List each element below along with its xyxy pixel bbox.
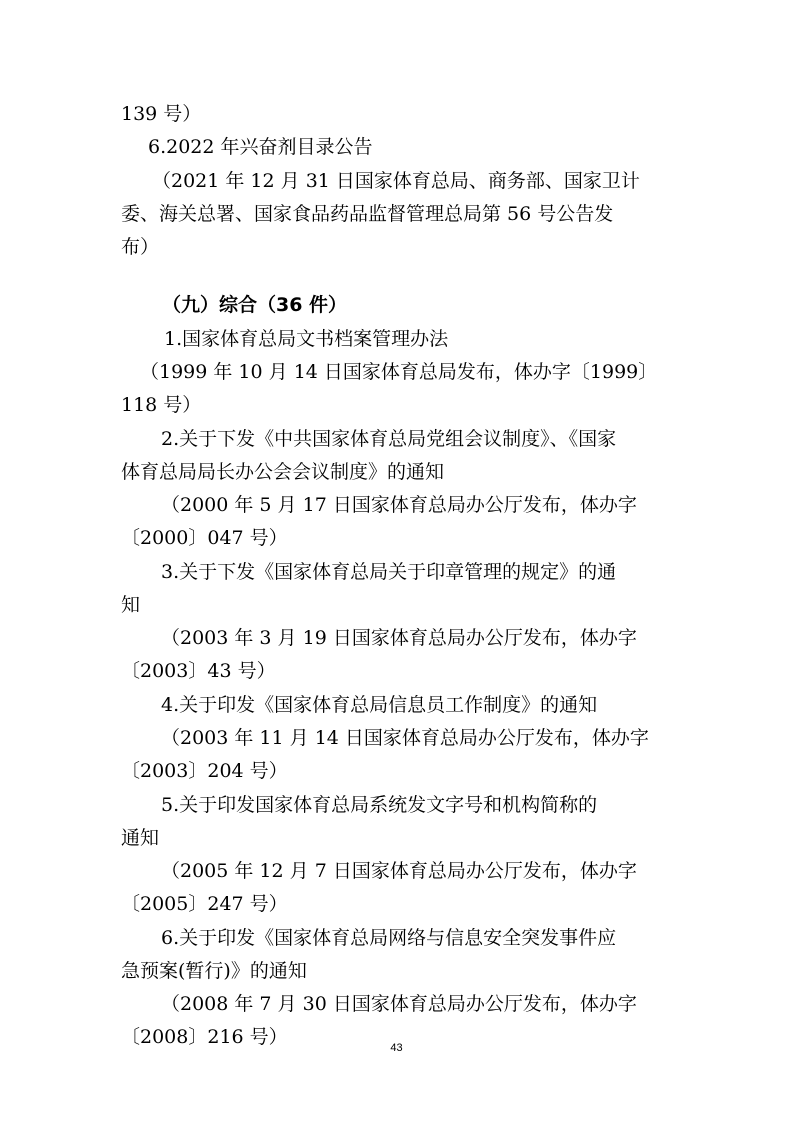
list-item-title: 1.国家体育总局文书档案管理办法 (164, 328, 449, 350)
source-note: 〔2008〕216 号） (121, 1026, 288, 1048)
source-note: 〔2003〕43 号） (121, 660, 276, 682)
list-item-title: 6.2022 年兴奋剂目录公告 (148, 136, 373, 158)
source-note: （2005 年 12 月 7 日国家体育总局办公厅发布，体办字 (161, 860, 637, 882)
source-note: （2003 年 11 月 14 日国家体育总局办公厅发布，体办字 (161, 727, 649, 749)
source-note: （2000 年 5 月 17 日国家体育总局办公厅发布，体办字 (161, 494, 637, 516)
source-note: （2008 年 7 月 30 日国家体育总局办公厅发布，体办字 (161, 993, 637, 1015)
source-note: 〔2003〕204 号） (121, 760, 288, 782)
list-item-title: 体育总局局长办公会会议制度》的通知 (121, 461, 445, 483)
source-note: （2021 年 12 月 31 日国家体育总局、商务部、国家卫计 (152, 170, 640, 192)
source-note: 布） (121, 236, 160, 258)
text-line: 139 号） (121, 103, 202, 125)
source-note: 〔2000〕047 号） (121, 527, 288, 549)
list-item-title: 2.关于下发《中共国家体育总局党组会议制度》、《国家 (161, 428, 617, 450)
list-item-title: 5.关于印发国家体育总局系统发文字号和机构简称的 (161, 794, 598, 816)
list-item-title: 通知 (121, 827, 160, 849)
source-note: （2003 年 3 月 19 日国家体育总局办公厅发布，体办字 (161, 627, 637, 649)
source-note: （1999 年 10 月 14 日国家体育总局发布，体办字〔1999〕 (140, 361, 658, 383)
source-note: 118 号） (121, 394, 202, 416)
list-item-title: 6.关于印发《国家体育总局网络与信息安全突发事件应 (161, 927, 617, 949)
source-note: 委、海关总署、国家食品药品监督管理总局第 56 号公告发 (121, 203, 614, 225)
section-heading: （九）综合（36 件） (162, 294, 348, 316)
page-number: 43 (390, 1042, 403, 1054)
list-item-title: 3.关于下发《国家体育总局关于印章管理的规定》的通 (161, 561, 617, 583)
list-item-title: 急预案(暂行)》的通知 (121, 960, 307, 982)
list-item-title: 知 (121, 594, 141, 616)
source-note: 〔2005〕247 号） (121, 893, 288, 915)
list-item-title: 4.关于印发《国家体育总局信息员工作制度》的通知 (161, 694, 598, 716)
